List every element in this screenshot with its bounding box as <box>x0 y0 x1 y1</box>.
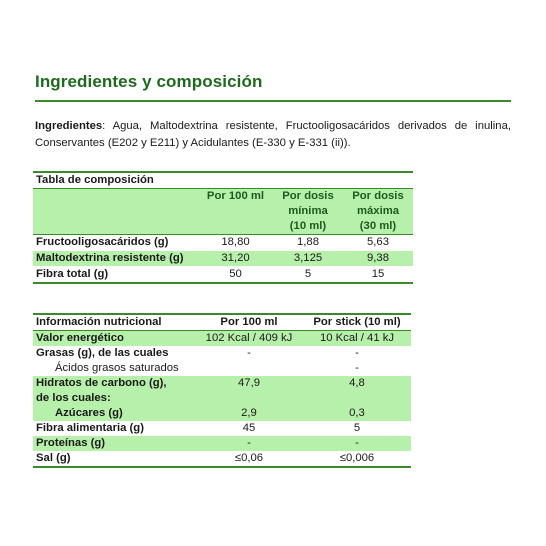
nutrition-header-label: Información nutricional <box>33 314 195 331</box>
cell-value: 1,88 <box>273 235 343 251</box>
row-label: Valor energético <box>33 331 195 347</box>
table-row <box>33 361 411 376</box>
table-row <box>33 436 411 451</box>
table-row <box>33 267 413 284</box>
table-row <box>33 346 411 361</box>
row-label: Azúcares (g) <box>33 406 195 421</box>
cell-value: ≤0,006 <box>303 451 411 467</box>
table-row <box>33 376 411 391</box>
nutrition-header-per-100ml: Por 100 ml <box>195 314 303 331</box>
cell-value: - <box>247 347 251 359</box>
composition-header-max-dose: Por dosis máxima (30 ml) <box>343 189 413 235</box>
row-label: de los cuales: <box>33 391 195 406</box>
composition-header-min-dose: Por dosis mínima (10 ml) <box>273 189 343 235</box>
table-row <box>33 251 413 267</box>
ingredients-paragraph <box>35 118 511 152</box>
row-label: Fibra alimentaria (g) <box>36 422 144 434</box>
title-divider <box>35 100 511 102</box>
cell-value: - <box>303 436 411 451</box>
ingredients-label: Ingredientes <box>35 120 103 132</box>
cell-value: 5 <box>353 422 361 434</box>
page-title: Ingredientes y composición <box>35 72 263 91</box>
table-row <box>33 391 411 406</box>
cell-value: 15 <box>343 267 413 284</box>
table-row <box>33 421 411 436</box>
table-row <box>33 331 411 347</box>
row-label: Hidratos de carbono (g), <box>33 376 195 391</box>
ingredients-text: : Agua, Maltodextrina resistente, Fructooligosacáridos derivados de inulina, Conservantes (E202 y E211) y Acidulantes (E-330 y E-331 (ii)). <box>35 120 511 149</box>
table-row <box>33 451 411 467</box>
cell-value: 0,3 <box>303 406 411 421</box>
cell-value: - <box>195 436 303 451</box>
cell-value: 4,8 <box>303 376 411 391</box>
table-row <box>33 406 411 421</box>
composition-header-blank <box>33 189 198 235</box>
cell-value: 5 <box>273 267 343 284</box>
table-row <box>33 235 413 251</box>
cell-value: 2,9 <box>195 406 303 421</box>
cell-value <box>195 391 303 406</box>
cell-value: 3,125 <box>273 251 343 267</box>
cell-value <box>303 391 411 406</box>
composition-table-title: Tabla de composición <box>33 172 413 189</box>
cell-value: ≤0,06 <box>195 451 303 467</box>
row-label: Fructooligosacáridos (g) <box>33 235 198 251</box>
cell-value: 50 <box>198 267 273 284</box>
cell-value: - <box>355 362 359 374</box>
row-label: Fibra total (g) <box>33 267 198 284</box>
cell-value: 31,20 <box>198 251 273 267</box>
row-label: Maltodextrina resistente (g) <box>33 251 198 267</box>
cell-value: 5,63 <box>343 235 413 251</box>
cell-value: 18,80 <box>198 235 273 251</box>
row-label: Sal (g) <box>33 451 195 467</box>
cell-value: - <box>355 347 359 359</box>
composition-header-per-100ml: Por 100 ml <box>198 189 273 235</box>
nutrition-header-per-stick: Por stick (10 ml) <box>303 314 411 331</box>
cell-value: 45 <box>242 422 256 434</box>
row-label: Ácidos grasos saturados <box>55 362 179 374</box>
row-label: Grasas (g), de las cuales <box>36 347 169 359</box>
cell-value: 9,38 <box>343 251 413 267</box>
cell-value: 47,9 <box>195 376 303 391</box>
cell-value: 10 Kcal / 41 kJ <box>303 331 411 347</box>
cell-value: 102 Kcal / 409 kJ <box>195 331 303 347</box>
cell-value <box>195 361 303 376</box>
row-label: Proteínas (g) <box>33 436 195 451</box>
composition-table <box>33 171 413 284</box>
nutrition-table <box>33 313 411 468</box>
